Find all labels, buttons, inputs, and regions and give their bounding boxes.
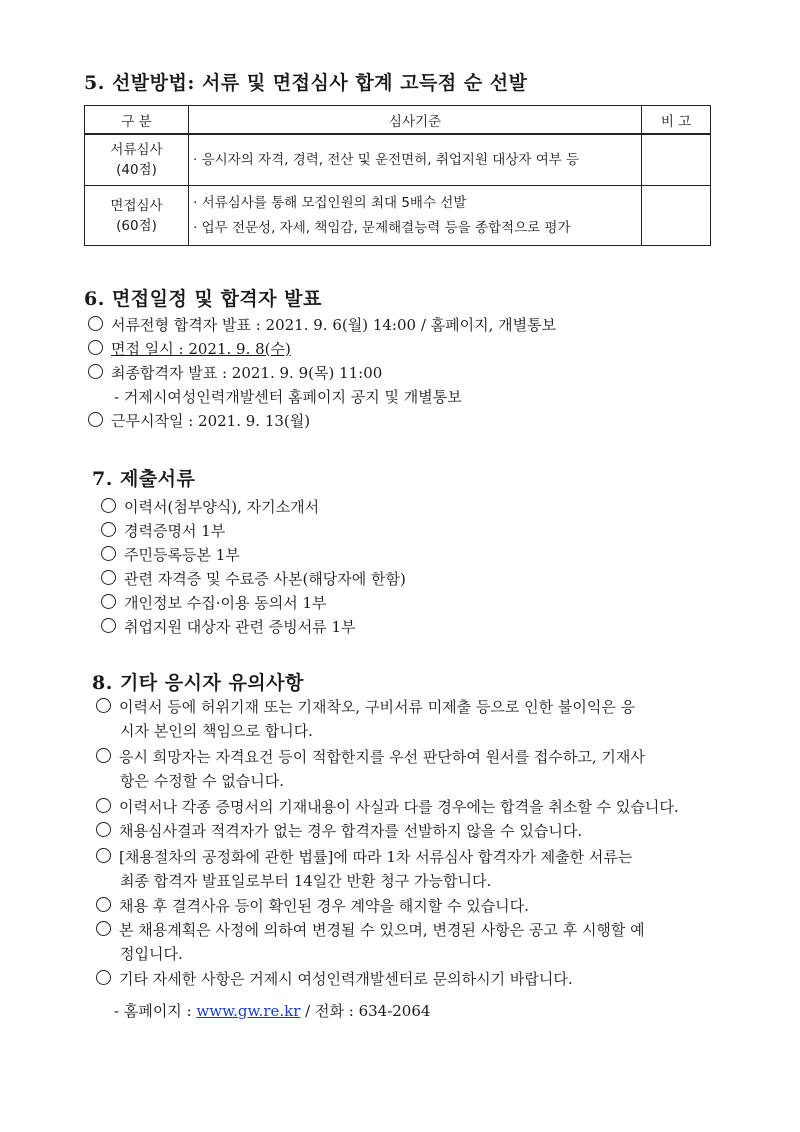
- category-score: (40점): [116, 162, 157, 178]
- contact-line: [114, 1000, 430, 1021]
- header-criteria: 심사기준: [189, 106, 642, 135]
- circle-bullet-icon: [96, 897, 111, 912]
- circle-bullet-icon: [96, 822, 111, 837]
- section-7-title: 7. 제출서류: [92, 468, 196, 490]
- circle-bullet-icon: [96, 698, 111, 713]
- category-name: 면접심사: [110, 197, 163, 214]
- header-note: 비 고: [642, 106, 711, 135]
- list-item: 본 채용계획은 사정에 의하여 변경될 수 있으며, 변경된 사항은 공고 후 시행할 예: [96, 919, 645, 940]
- section-5-title: 5. 선발방법: 서류 및 면접심사 합계 고득점 순 선발: [84, 72, 528, 94]
- row-criteria: [189, 134, 642, 186]
- circle-bullet-icon: [101, 594, 116, 609]
- list-item: [88, 338, 291, 359]
- list-item: 이력서(첨부양식), 자기소개서: [101, 496, 319, 517]
- circle-bullet-icon: [101, 522, 116, 537]
- homepage-link[interactable]: www.gw.re.kr: [196, 1002, 301, 1020]
- circle-bullet-icon: [101, 618, 116, 633]
- circle-bullet-icon: [101, 570, 116, 585]
- list-item: 관련 자격증 및 수료증 사본(해당자에 한함): [101, 568, 406, 589]
- circle-bullet-icon: [96, 798, 111, 813]
- circle-bullet-icon: [88, 364, 103, 379]
- circle-bullet-icon: [88, 316, 103, 331]
- list-item: 서류전형 합격자 발표 : 2021. 9. 6(월) 14:00 / 홈페이지, 개별통보: [88, 314, 556, 335]
- list-item: 근무시작일 : 2021. 9. 13(월): [88, 410, 310, 431]
- list-item: 이력서나 각종 증명서의 기재내용이 사실과 다를 경우에는 합격을 취소할 수 있습니다.: [96, 796, 679, 817]
- table-row: [85, 186, 711, 246]
- row-criteria: [189, 186, 642, 246]
- circle-bullet-icon: [101, 546, 116, 561]
- list-item: [채용절차의 공정화에 관한 법률]에 따라 1차 서류심사 합격자가 제출한 서류는: [96, 846, 632, 867]
- list-item: 최종합격자 발표 : 2021. 9. 9(목) 11:00: [88, 362, 382, 383]
- list-item: 응시 희망자는 자격요건 등이 적합한지를 우선 판단하여 원서를 접수하고, 기재사: [96, 746, 645, 767]
- header-category: 구 분: [85, 106, 189, 135]
- circle-bullet-icon: [96, 748, 111, 763]
- category-name: 서류심사: [110, 142, 163, 158]
- circle-bullet-icon: [96, 921, 111, 936]
- list-item-continuation: 정입니다.: [120, 945, 183, 963]
- list-item: 채용심사결과 적격자가 없는 경우 합격자를 선발하지 않을 수 있습니다.: [96, 820, 582, 841]
- list-item: 이력서 등에 허위기재 또는 기재착오, 구비서류 미제출 등으로 인한 불이익은 응: [96, 696, 635, 717]
- list-item-continuation: 시자 본인의 책임으로 합니다.: [120, 722, 313, 740]
- interview-date: 면접 일시 : 2021. 9. 8(수): [111, 340, 291, 358]
- criteria-line: · 서류심사를 통해 모집인원의 최대 5배수 선발: [193, 194, 467, 211]
- row-category: [85, 134, 189, 186]
- list-item: 기타 자세한 사항은 거제시 여성인력개발센터로 문의하시기 바랍니다.: [96, 968, 573, 989]
- criteria-line: · 응시자의 자격, 경력, 전산 및 운전면허, 취업지원 대상자 여부 등: [193, 151, 580, 168]
- circle-bullet-icon: [96, 970, 111, 985]
- list-item: 취업지원 대상자 관련 증빙서류 1부: [101, 616, 355, 637]
- row-note: [642, 134, 711, 186]
- category-score: (60점): [116, 217, 157, 234]
- circle-bullet-icon: [88, 412, 103, 427]
- selection-criteria-table: [84, 105, 711, 246]
- contact-prefix: - 홈페이지 :: [114, 1002, 197, 1020]
- section-6-title: 6. 면접일정 및 합격자 발표: [84, 288, 322, 310]
- circle-bullet-icon: [96, 848, 111, 863]
- list-subitem: - 거제시여성인력개발센터 홈페이지 공지 및 개별통보: [114, 388, 462, 406]
- list-item: 채용 후 결격사유 등이 확인된 경우 계약을 해지할 수 있습니다.: [96, 895, 529, 916]
- section-8-title: 8. 기타 응시자 유의사항: [92, 672, 304, 694]
- circle-bullet-icon: [88, 340, 103, 355]
- table-row: [85, 134, 711, 186]
- row-category: [85, 186, 189, 246]
- list-item: 경력증명서 1부: [101, 520, 225, 541]
- contact-phone: / 전화 : 634-2064: [300, 1002, 431, 1020]
- list-item: 개인정보 수집·이용 동의서 1부: [101, 592, 327, 613]
- list-item-continuation: 항은 수정할 수 없습니다.: [120, 772, 284, 790]
- circle-bullet-icon: [101, 498, 116, 513]
- table-header-row: [85, 106, 711, 135]
- list-item: 주민등록등본 1부: [101, 544, 240, 565]
- criteria-line: · 업무 전문성, 자세, 책임감, 문제해결능력 등을 종합적으로 평가: [193, 219, 571, 236]
- row-note: [642, 186, 711, 246]
- list-item-continuation: 최종 합격자 발표일로부터 14일간 반환 청구 가능합니다.: [120, 872, 492, 890]
